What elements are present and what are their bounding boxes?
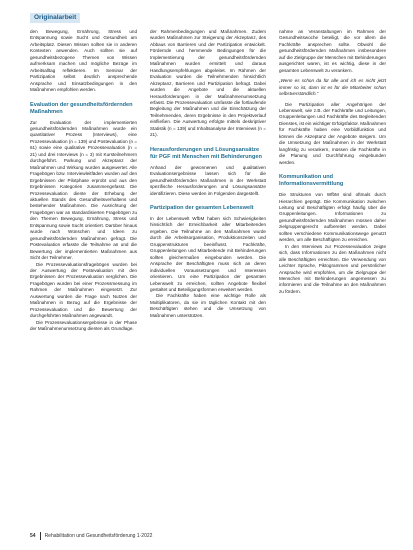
paragraph: der Rahmenbedingungen und Maßnahmen. Zudem wurden Maßnahmen zur Steigerung der Akzeptanz, des Abbaus von Barrieren und der Partizipation entwickelt. Fördernde und hemmende Bedingungen für die Implementierung der gesundheitsfördernden Maßnahmen wurden ermittelt und daraus Handlungsempfehlungen abgeleitet. Im Rahmen der Evaluation wurden die Teilnehmenden hinsichtlich Akzeptanz, Barrieren und Partizipation befragt. Dabei wurden die Angebote und die aktuellen Herausforderungen in der Maßnahmenumsetzung erfasst. Die Prozessevaluation umfasste die fortlaufende Begleitung der Maßnahmen und die Einschätzung der Teilnehmenden, deren Ergebnisse in den Projektverlauf einfließen. Die Auswertung erfolgte mittels deskriptiver Statistik (n = 139) und Inhaltsanalyse der Interviews (n = 21). — [150, 29, 266, 138]
column-right — [279, 29, 386, 295]
section-heading: Evaluation der gesundheitsfördernden Maßnahmen — [30, 101, 133, 115]
paragraph: Die Prozessevaluationsergebnisse in der Phase der Maßnahmenumsetzung dienten als Grundlage. — [30, 319, 137, 332]
paragraph: Anhand der gewonnenen und qualitativen Evaluationsergebnisse lassen sich für die gesundheitsfördernden Maßnahmen in der Werkstatt spezifische Herausforderungen und Lösungsansätze identifizieren. Diese werden im Folgenden dargestellt. — [150, 164, 266, 196]
paragraph: Zur Evaluation der implementierten gesundheitsfördernden Maßnahmen wurde ein quantitativer Prozess (Interviews), eine Prozessevaluation (n = 139) und Postevaluation (n = 61) sowie eine qualitative Prozessevaluation (n = 21) und drei Interviews (n = 3) mit Kursteilnehmern durchgeführt. Parkung und Akzeptanz der Maßnahmen und Wirkung wurden ausgewertet. Alle Fragebögen bzw. Interviewleitfäden wurden auf den Ergebnissen der Pilotphase erprobt und aus den Ergebnissen Kategorien zusammengefasst. Die Prozessevaluation diente der Erhebung der aktuellen Stands des Gesundheitsverhaltens und bestehender Maßnahmen. Die Ausrichtung der Fragebögen war an standardisierten Fragebögen zu den Themen Bewegung, Ernährung, Stress und Entspannung sowie Sucht orientiert. Darüber hinaus wurde nach Wünschen und Ideen zu gesundheitsfördernden Maßnahmen gefragt. Die Postevaluation erfasste die Teilnahme an und die Bewertung der implementierten Maßnahmen aus Sicht der Teilnehmer. — [30, 119, 137, 261]
paragraph: In der Lebenswelt WfbM haben sich Schwierigkeiten hinsichtlich der Erreichbarkeit aller Mitarbeitenden ergeben. Die Teilnahme an den Maßnahmen wurde durch die Arbeitsorganisation, Produktionszeiten und Gruppenstrukturen beeinflusst. Fachkräfte, Gruppenleitungen und Mitarbeitende mit Behinderungen sollten gleichermaßen eingebunden werden. Die Ansprache der Beschäftigten muss sich an deren individuellen Voraussetzungen und Interessen orientieren. Um eine Partizipation der gesamten Lebenswelt zu erreichen, sollten Angebote flexibel gestaltet und Beteiligungsformen erweitert werden. — [150, 215, 266, 292]
section-heading: Herausforderungen und Lösungsansätze für PGF mit Menschen mit Behinderungen — [150, 146, 262, 160]
section-heading: Kommunikation und Informationsvermittlung — [279, 174, 344, 188]
column-left — [30, 29, 137, 332]
paragraph: Die Fachkräfte haben eine wichtige Rolle als Multiplikatoren, da sie im täglichen Kontakt mit den Beschäftigten stehen und die Umsetzung von Maßnahmen unterstützen. — [150, 293, 266, 318]
footer-divider — [40, 532, 41, 540]
page-footer — [30, 532, 152, 540]
column-middle — [150, 29, 266, 319]
paragraph: den Bewegung, Ernährung, Stress und Entspannung sowie Sucht und Gesundheit am Arbeitsplatz. Diesen Wissen sollten sie in anderen Kontexten anwenden. Auch sollten sie auf gesundheitsbezogene Themen von Wissen aufmerksam machen und mögliche Bezüge im Arbeitsalltag reflektieren. Im Seminar der Partizipation selbst deutlich ansprechende Ansprache und Einsatzbedingungen in den Maßnahmen empfohlen werden. — [30, 29, 137, 93]
interview-quote: „Wenn es schon da für alle und ich es nicht jetzt immer so ist, dann ist es für die Mitarbeiter schon selbstverständlich.“ — [279, 78, 386, 97]
paragraph: Die Partizipation aller Angehörigen der Lebenswelt, wie z.B. der Fachkräfte und Leitungen, Gruppenleitungen und Fachkräfte des Begleitenden Dienstes, ist ein wichtiger Erfolgsfaktor. Maßnahmen für Fachkräfte haben eine Vorbildfunktion und können die Akzeptanz der Angebote steigern. Um die Umsetzung der Maßnahmen in der Werkstatt langfristig zu verankern, müssen die Fachkräfte in die Planung und Durchführung eingebunden werden. — [279, 101, 386, 165]
paragraph: Die Prozessevaluationsfragebögen wurden bei der Auswertung der Postevaluation mit den Ergebnissen der Prozessevaluation verglichen. Die Fragebögen wurden bei einer Prozessmessung im Rahmen der Maßnahmen eingesetzt. Zur Auswertung wurden die Frage nach Nutzen der Maßnahmen in Bezug auf die Ergebnisse der Prozessevaluation und die Bewertung der durchgeführten Maßnahmen angewandt. — [30, 261, 137, 319]
paragraph: Die Strukturen von WfbM sind oftmals durch Hierarchien geprägt. Die Kommunikation zwischen Leitung und Beschäftigten erfolgt häufig über die Gruppenleitungen. Informationen zu gesundheitsfördernden Maßnahmen müssen daher zielgruppengerecht aufbereitet werden. Dabei sollten verschiedene Kommunikationswege genutzt werden, um alle Beschäftigten zu erreichen. — [279, 192, 386, 243]
section-heading: Partizipation der gesamten Lebenswelt — [150, 204, 254, 211]
journal-name: Rehabilitation und Gesundheitsförderung 1·2022 — [44, 533, 153, 539]
section-tag: Originalarbeit — [30, 13, 80, 23]
page-number: 54 — [30, 533, 36, 539]
paragraph: nahme an Veranstaltungen im Rahmen der Gesundheitswoche beteiligt, die vor allem die Fachkräfte ansprechen sollte. Obwohl die gesundheitsfördernden Maßnahmen insbesondere auf die Zielgruppe der Menschen mit Behinderungen ausgerichtet waren, ist es wichtig, diese in der gesamten Lebenswelt zu verankern. — [279, 29, 386, 73]
paragraph: In den Interviews zur Prozessevaluation zeigte sich, dass Informationen zu den Maßnahmen nicht alle Beschäftigten erreichten. Die Verwendung von Leichter Sprache, Piktogrammen und persönlicher Ansprache wird empfohlen, um die Zielgruppe der Menschen mit Behinderungen angemessen zu informieren und die Teilnahme an den Maßnahmen zu fördern. — [279, 243, 386, 294]
